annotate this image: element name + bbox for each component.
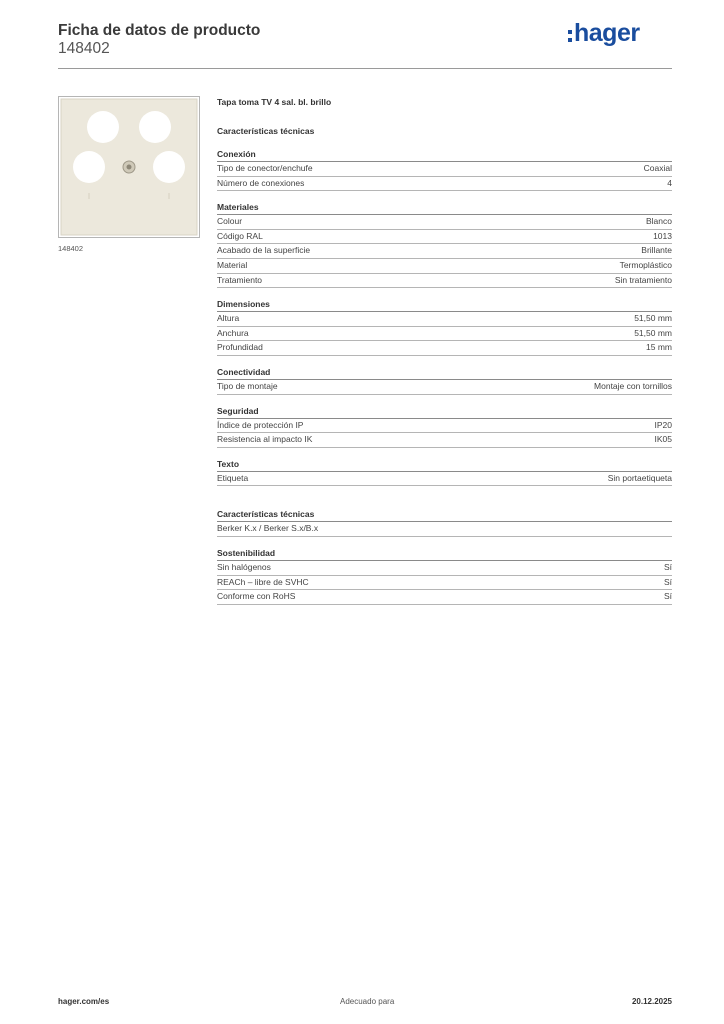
spec-value: 15 mm <box>646 342 672 353</box>
spec-value: Blanco <box>646 216 672 227</box>
spec-label: Colour <box>217 216 243 227</box>
spec-row <box>217 312 672 327</box>
product-code: 148402 <box>58 40 110 57</box>
spec-row <box>217 274 672 289</box>
spec-row <box>217 561 672 576</box>
section-title: Características técnicas <box>217 126 315 136</box>
footer-date: 20.12.2025 <box>631 997 672 1006</box>
spec-label: Profundidad <box>217 342 263 353</box>
spec-row <box>217 419 672 434</box>
section-title: Seguridad <box>217 404 672 419</box>
spec-label: Etiqueta <box>217 472 249 483</box>
spec-value: Sí <box>663 591 672 602</box>
spec-row <box>217 341 672 356</box>
spec-row <box>217 230 672 245</box>
spec-value: IK05 <box>654 434 672 445</box>
spec-label: Resistencia al impacto IK <box>217 434 313 445</box>
spec-value: IP20 <box>654 419 672 430</box>
spec-section <box>217 124 672 138</box>
spec-label: Material <box>217 259 248 270</box>
product-image <box>58 96 200 238</box>
spec-row <box>217 380 672 395</box>
spec-row <box>217 590 672 605</box>
spec-label: Conforme con RoHS <box>217 591 296 602</box>
spec-sections <box>217 124 672 605</box>
section-title: Características técnicas <box>217 507 672 522</box>
spec-section <box>217 546 672 605</box>
section-title: Sostenibilidad <box>217 546 672 561</box>
spec-row <box>217 327 672 342</box>
spec-label: Altura <box>217 313 240 324</box>
spec-row <box>217 162 672 177</box>
spec-row <box>217 259 672 274</box>
spec-label: Tratamiento <box>217 274 263 285</box>
footer-center-text: Adecuado para <box>340 997 395 1006</box>
spec-value: Sin tratamiento <box>614 274 672 285</box>
spec-row <box>217 433 672 448</box>
spec-label: Tipo de conector/enchufe <box>217 163 313 173</box>
spec-value: 51,50 mm <box>634 327 672 338</box>
spec-value: Montaje con tornillos <box>594 380 672 391</box>
spec-label: Anchura <box>217 327 249 338</box>
spec-row <box>217 244 672 259</box>
hager-logo <box>568 18 640 48</box>
spec-content <box>217 95 672 605</box>
spec-label: Índice de protección IP <box>217 419 304 430</box>
section-title: Materiales <box>217 200 672 215</box>
spec-value: Brillante <box>641 245 672 256</box>
spec-section <box>217 147 672 191</box>
image-caption: 148402 <box>58 244 84 253</box>
spec-label: Acabado de la superficie <box>217 245 311 256</box>
spec-label: Berker K.x / Berker S.x/B.x <box>217 523 319 534</box>
tv-socket-plate-icon <box>59 97 199 237</box>
logo-dots-icon <box>568 30 572 42</box>
spec-row <box>217 215 672 230</box>
spec-value: 51,50 mm <box>634 313 672 324</box>
logo-text: hager <box>574 19 640 47</box>
spec-label: REACh – libre de SVHC <box>217 576 309 587</box>
spec-row <box>217 177 672 192</box>
spec-section <box>217 507 672 537</box>
spec-value: Sí <box>663 576 672 587</box>
spec-section <box>217 457 672 487</box>
spec-value: Sin portaetiqueta <box>607 472 672 483</box>
spec-row <box>217 576 672 591</box>
spec-row <box>217 522 672 537</box>
spec-label: Sin halógenos <box>217 561 271 572</box>
spec-section <box>217 200 672 288</box>
section-title: Conectividad <box>217 365 672 380</box>
spec-value: 1013 <box>653 230 672 241</box>
section-title: Dimensiones <box>217 297 672 312</box>
spec-section <box>217 365 672 395</box>
spec-value: Sí <box>663 561 672 572</box>
spec-label: Tipo de montaje <box>217 380 278 391</box>
product-name: Tapa toma TV 4 sal. bl. brillo <box>217 97 332 107</box>
spec-section <box>217 404 672 448</box>
header-divider <box>58 68 672 69</box>
spec-row <box>217 472 672 487</box>
footer-website: hager.com/es <box>58 997 110 1006</box>
page-title: Ficha de datos de producto <box>58 22 261 39</box>
section-title: Conexión <box>217 147 672 162</box>
spec-label: Código RAL <box>217 230 263 241</box>
spec-value: Coaxial <box>643 163 672 173</box>
spec-value: Termoplástico <box>619 259 672 270</box>
section-title: Texto <box>217 457 672 472</box>
spec-value: 4 <box>667 177 672 188</box>
spec-section <box>217 297 672 356</box>
spec-label: Número de conexiones <box>217 177 305 188</box>
